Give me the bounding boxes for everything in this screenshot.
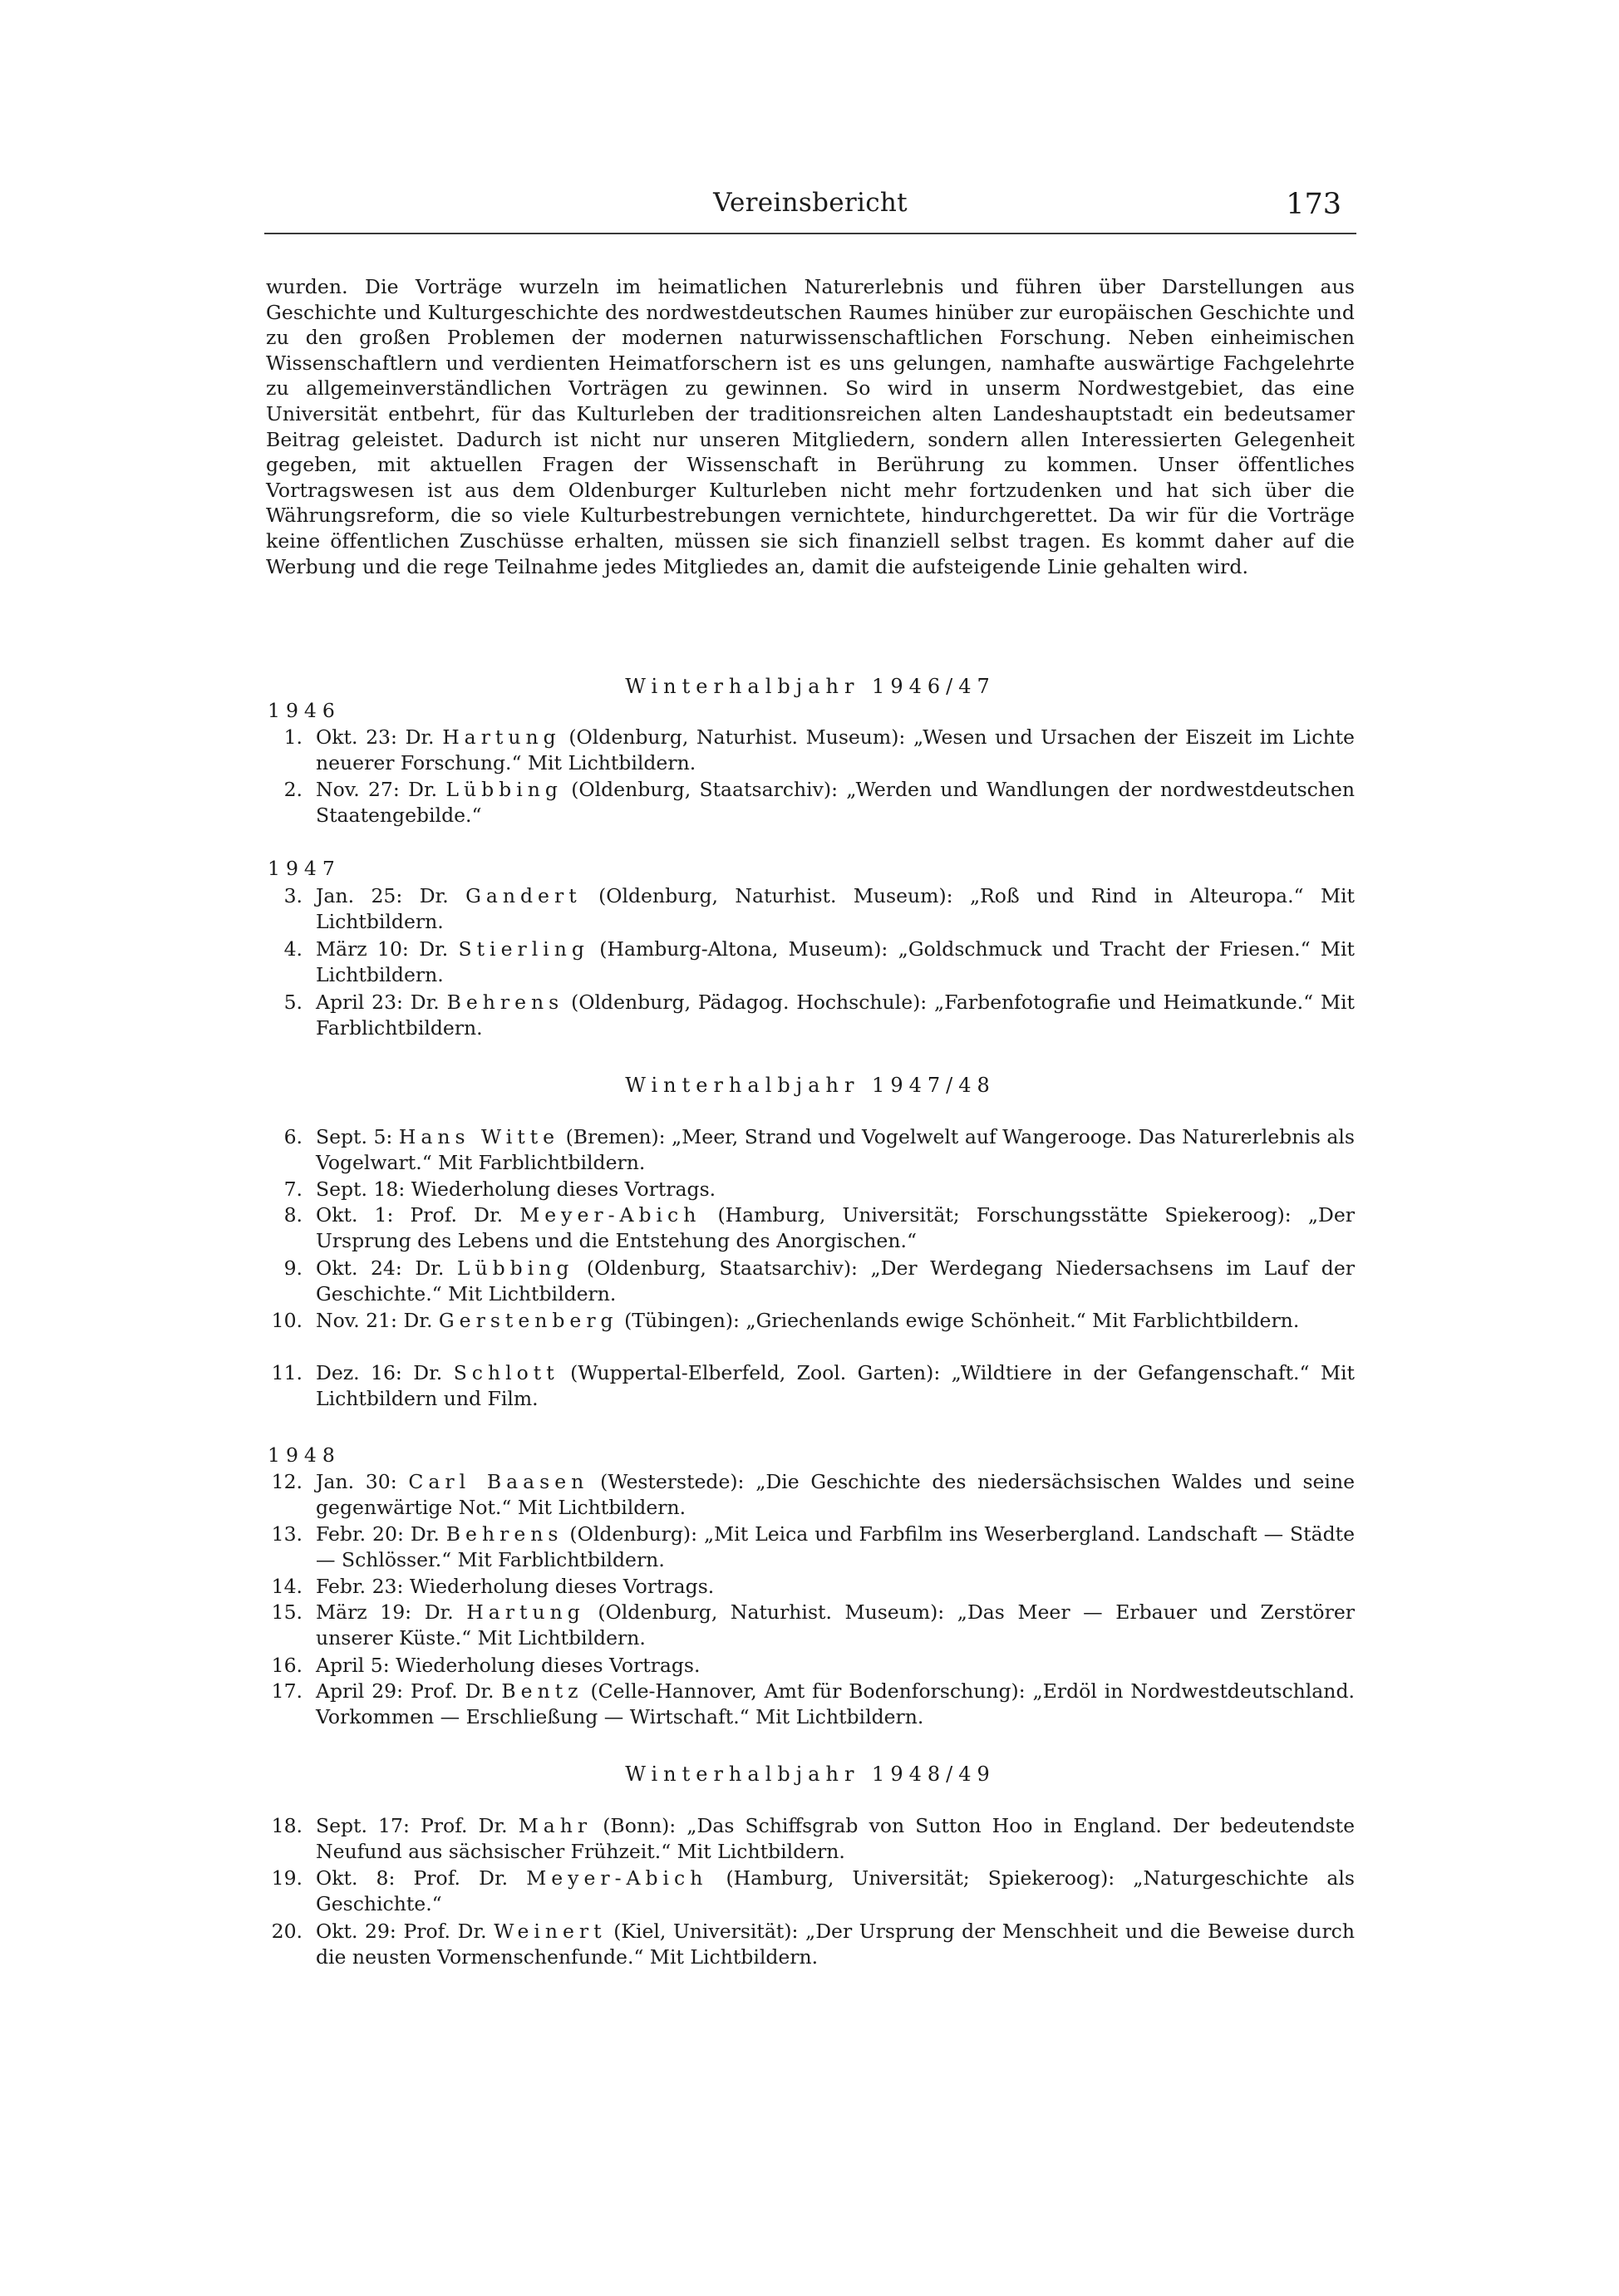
header-rule xyxy=(264,233,1356,234)
lecture-description: (Bremen): „Meer, Strand und Vogelwelt auf Wangerooge. Das Naturerlebnis als Vogelwart.“ Mit Farblichtbildern. xyxy=(316,1125,1355,1174)
lecture-date: März 19: xyxy=(316,1600,412,1624)
lecture-entry xyxy=(258,1574,1355,1600)
lecture-title-prefix: Prof. Dr. xyxy=(403,1920,487,1943)
lecture-number: 16. xyxy=(271,1654,303,1677)
lecture-number: 13. xyxy=(271,1522,303,1546)
lecture-date: April 29: xyxy=(316,1679,404,1703)
lecture-description: Wiederholung dieses Vortrags. xyxy=(396,1654,701,1677)
lecture-entry xyxy=(258,1679,1355,1729)
lecture-speaker: Lübbing xyxy=(445,778,563,801)
lecture-speaker: Hartung xyxy=(442,725,561,749)
lecture-description: (Hamburg, Universität; Forschungsstätte Spiekeroog): „Der Ursprung des Lebens und die Entstehung des Anorgischen.“ xyxy=(316,1203,1355,1252)
lecture-speaker: Carl Baasen xyxy=(408,1470,589,1493)
lecture-number: 11. xyxy=(271,1361,303,1384)
lecture-number: 12. xyxy=(271,1470,303,1493)
lecture-description: (Oldenburg, Naturhist. Museum): „Wesen und Ursachen der Eiszeit im Lichte neuerer Forschung.“ Mit Lichtbildern. xyxy=(316,725,1355,774)
lecture-entry xyxy=(258,1202,1355,1253)
page-header xyxy=(264,184,1356,234)
lecture-number: 1. xyxy=(283,725,303,749)
lecture-entry xyxy=(258,1813,1355,1864)
lecture-title-prefix: Dr. xyxy=(403,1309,433,1332)
lecture-date: Sept. 18: xyxy=(316,1177,406,1201)
lecture-entry xyxy=(258,1866,1355,1916)
lecture-number: 2. xyxy=(283,778,303,801)
lecture-speaker: Lübbing xyxy=(456,1256,574,1280)
lecture-description: (Oldenburg): „Mit Leica und Farbfilm ins Weserbergland. Landschaft — Städte — Schlösser.“ Mit Farblichtbildern. xyxy=(316,1522,1355,1571)
lecture-speaker: Schlott xyxy=(453,1361,559,1384)
lecture-speaker: Behrens xyxy=(445,1522,563,1546)
lecture-speaker: Mahr xyxy=(518,1814,593,1837)
lecture-date: Sept. 17: xyxy=(316,1814,410,1837)
year-heading-1947: 1947 xyxy=(268,857,341,880)
lecture-description: (Wuppertal-Elberfeld, Zool. Garten): „Wildtiere in der Gefangenschaft.“ Mit Lichtbildern und Film. xyxy=(316,1361,1355,1410)
lecture-description: Wiederholung dieses Vortrags. xyxy=(411,1177,716,1201)
lecture-date: Dez. 16: xyxy=(316,1361,402,1384)
lecture-entry xyxy=(258,883,1355,934)
lecture-entry xyxy=(258,1256,1355,1306)
lecture-description: (Hamburg, Universität; Spiekeroog): „Naturgeschichte als Geschichte.“ xyxy=(316,1866,1355,1915)
lecture-title-prefix: Dr. xyxy=(419,884,449,907)
lecture-number: 20. xyxy=(271,1920,303,1943)
lecture-description: (Kiel, Universität): „Der Ursprung der Menschheit und die Beweise durch die neusten Vormenschenfunde.“ Mit Lichtbildern. xyxy=(316,1920,1355,1969)
page-number: 173 xyxy=(1286,188,1341,221)
lecture-entry xyxy=(258,1177,1355,1202)
lecture-number: 9. xyxy=(283,1256,303,1280)
lecture-title-prefix: Dr. xyxy=(424,1600,454,1624)
lecture-date: Febr. 20: xyxy=(316,1522,404,1546)
lecture-speaker: Meyer-Abich xyxy=(519,1203,701,1227)
lecture-number: 17. xyxy=(271,1679,303,1703)
lecture-title-prefix: Dr. xyxy=(410,991,440,1014)
lecture-speaker: Meyer-Abich xyxy=(526,1866,708,1890)
lecture-entry xyxy=(258,937,1355,987)
lecture-description: Wiederholung dieses Vortrags. xyxy=(409,1575,715,1598)
lecture-date: Nov. 21: xyxy=(316,1309,397,1332)
lecture-entry xyxy=(258,1919,1355,1969)
lecture-date: Okt. 29: xyxy=(316,1920,396,1943)
lecture-description: (Bonn): „Das Schiffsgrab von Sutton Hoo in England. Der bedeutendste Neufund aus sächsischer Frühzeit.“ Mit Lichtbildern. xyxy=(316,1814,1356,1863)
lecture-speaker: Stierling xyxy=(458,937,589,961)
lecture-date: März 10: xyxy=(316,937,409,961)
lecture-speaker: Weinert xyxy=(494,1920,607,1943)
lecture-title-prefix: Dr. xyxy=(413,1361,443,1384)
lecture-number: 15. xyxy=(271,1600,303,1624)
lecture-description: (Oldenburg, Staatsarchiv): „Der Werdegang Niedersachsens im Lauf der Geschichte.“ Mit Lichtbildern. xyxy=(316,1256,1355,1305)
lecture-speaker: Gandert xyxy=(465,884,582,907)
section-heading-1947-48: Winterhalbjahr 1947/48 xyxy=(625,1074,996,1097)
lecture-entry xyxy=(258,1124,1355,1175)
lecture-description: (Oldenburg, Naturhist. Museum): „Roß und Rind in Alteuropa.“ Mit Lichtbildern. xyxy=(316,884,1355,933)
lecture-date: Jan. 25: xyxy=(316,884,403,907)
lecture-entry xyxy=(258,1360,1355,1411)
lecture-date: Jan. 30: xyxy=(316,1470,397,1493)
lecture-title-prefix: Dr. xyxy=(405,725,435,749)
lecture-speaker: Hartung xyxy=(466,1600,585,1624)
lecture-number: 5. xyxy=(283,991,303,1014)
lecture-description: (Oldenburg, Pädagog. Hochschule): „Farbenfotografie und Heimatkunde.“ Mit Farblichtbildern. xyxy=(316,991,1355,1040)
lecture-description: (Tübingen): „Griechenlands ewige Schönheit.“ Mit Farblichtbildern. xyxy=(624,1309,1300,1332)
lecture-date: Febr. 23: xyxy=(316,1575,404,1598)
lecture-description: (Westerstede): „Die Geschichte des niedersächsischen Waldes und seine gegenwärtige Not.“ Mit Lichtbildern. xyxy=(316,1470,1355,1519)
lecture-entry xyxy=(258,1469,1355,1520)
lecture-description: (Oldenburg, Naturhist. Museum): „Das Meer — Erbauer und Zerstörer unserer Küste.“ Mit Lichtbildern. xyxy=(316,1600,1355,1649)
lecture-title-prefix: Prof. Dr. xyxy=(410,1203,504,1227)
lecture-date: Okt. 24: xyxy=(316,1256,402,1280)
lecture-description: (Celle-Hannover, Amt für Bodenforschung): „Erdöl in Nordwestdeutschland. Vorkommen — Erschließung — Wirtschaft.“ Mit Lichtbildern. xyxy=(316,1679,1355,1728)
lecture-date: Okt. 1: xyxy=(316,1203,394,1227)
lecture-entry xyxy=(258,990,1355,1040)
lecture-title-prefix: Dr. xyxy=(410,1522,440,1546)
section-heading-1946-47: Winterhalbjahr 1946/47 xyxy=(625,675,996,698)
lecture-speaker: Behrens xyxy=(446,991,564,1014)
lecture-description: (Oldenburg, Staatsarchiv): „Werden und Wandlungen der nordwestdeutschen Staatengebilde.“ xyxy=(316,778,1355,827)
lecture-entry xyxy=(258,1600,1355,1650)
lecture-title-prefix: Dr. xyxy=(408,778,438,801)
lecture-title-prefix: Dr. xyxy=(415,1256,445,1280)
lecture-number: 18. xyxy=(271,1814,303,1837)
lecture-date: April 5: xyxy=(316,1654,390,1677)
lecture-title-prefix: Prof. Dr. xyxy=(411,1679,495,1703)
lecture-speaker: Hans Witte xyxy=(398,1125,560,1148)
lecture-number: 19. xyxy=(271,1866,303,1890)
lecture-title-prefix: Dr. xyxy=(419,937,449,961)
running-title: Vereinsbericht xyxy=(713,188,908,218)
lecture-date: April 23: xyxy=(316,991,403,1014)
lecture-entry xyxy=(258,725,1355,775)
intro-paragraph: wurden. Die Vorträge wurzeln im heimatlichen Naturerlebnis und führen über Darstellungen aus Geschichte und Kulturgeschichte des nordwestdeutschen Raumes hinüber zur europäischen Geschichte und zu den großen Problemen der modernen naturwissenschaftlichen Forschung. Neben einheimischen Wissenschaftlern und verdienten Heimatforschern ist es uns gelungen, namhafte auswärtige Fachgelehrte zu allgemeinverständlichen Vorträgen zu gewinnen. So wird in unserm Nordwestgebiet, das eine Universität entbehrt, für das Kulturleben der traditionsreichen alten Landeshauptstadt ein bedeutsamer Beitrag geleistet. Dadurch ist nicht nur unseren Mitgliedern, sondern allen Interessierten Gelegenheit gegeben, mit aktuellen Fragen der Wissenschaft in Berührung zu kommen. Unser öffentliches Vortragswesen ist aus dem Oldenburger Kulturleben nicht mehr fortzudenken und hat sich über die Währungsreform, die so viele Kulturbestrebungen vernichtete, hindurchgerettet. Da wir für die Vorträge keine öffentlichen Zuschüsse erhalten, müssen sie sich finanziell selbst tragen. Es kommt daher auf die Werbung und die rege Teilnahme jedes Mitgliedes an, damit die aufsteigende Linie gehalten wird. xyxy=(266,275,1355,578)
lecture-title-prefix: Prof. Dr. xyxy=(413,1866,509,1890)
lecture-date: Okt. 8: xyxy=(316,1866,396,1890)
lecture-number: 14. xyxy=(271,1575,303,1598)
lecture-number: 7. xyxy=(283,1177,303,1201)
lecture-description: (Hamburg-Altona, Museum): „Goldschmuck und Tracht der Friesen.“ Mit Lichtbildern. xyxy=(316,937,1355,986)
lecture-number: 10. xyxy=(271,1309,303,1332)
lecture-entry xyxy=(258,1308,1355,1334)
section-heading-1948-49: Winterhalbjahr 1948/49 xyxy=(625,1763,996,1786)
lecture-entry xyxy=(258,1522,1355,1572)
lecture-speaker: Gerstenberg xyxy=(438,1309,618,1332)
year-heading-1948: 1948 xyxy=(268,1443,341,1467)
lecture-date: Nov. 27: xyxy=(316,778,400,801)
lecture-date: Okt. 23: xyxy=(316,725,397,749)
lecture-number: 4. xyxy=(283,937,303,961)
year-heading-1946: 1946 xyxy=(268,699,341,722)
lecture-entry xyxy=(258,777,1355,828)
lecture-entry xyxy=(258,1653,1355,1679)
lecture-number: 3. xyxy=(283,884,303,907)
lecture-number: 8. xyxy=(283,1203,303,1227)
lecture-speaker: Bentz xyxy=(501,1679,583,1703)
lecture-date: Sept. 5: xyxy=(316,1125,393,1148)
lecture-title-prefix: Prof. Dr. xyxy=(421,1814,508,1837)
lecture-number: 6. xyxy=(283,1125,303,1148)
